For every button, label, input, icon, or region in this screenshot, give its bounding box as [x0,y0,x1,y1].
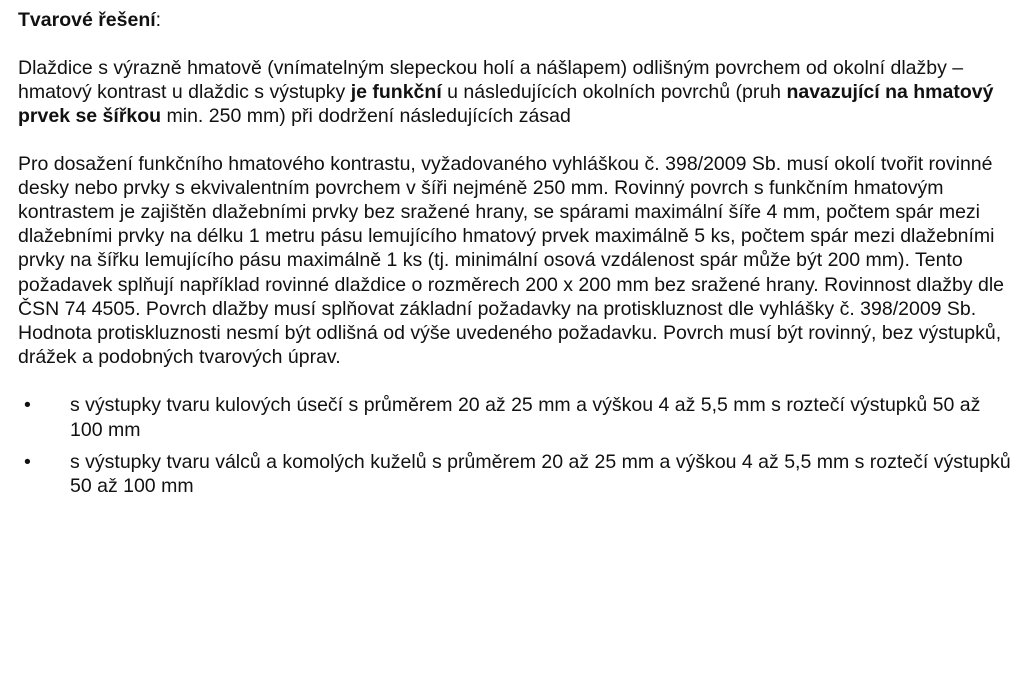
paragraph1-text-1: Dlaždice s výrazně hmatově (vnímatelným slepeckou holí a nášlapem) odlišným povrchem od okolní dlažby – hmatový kontrast u dlaždic s výstupky [18,57,964,104]
section-heading-label: Tvarové řešení [18,9,156,31]
paragraph1-bold-1: je funkční [350,81,442,104]
document-page [18,8,1014,506]
list-item-text: s výstupky tvaru kulových úsečí s průměrem 20 až 25 mm a výškou 4 až 5,5 mm s roztečí výstupků 50 až 100 mm [70,394,981,441]
paragraph1-text-3: min. 250 mm) při dodržení následujících zásad [161,105,571,128]
section-heading [18,8,1014,32]
paragraph-functional-contrast: Pro dosažení funkčního hmatového kontrastu, vyžadovaného vyhláškou č. 398/2009 Sb. musí okolí tvořit rovinné desky nebo prvky s ekvivalentním povrchem v šíři nejméně 250 mm. Rovinný povrch s funkčním hmatovým kontrastem je zajištěn dlažebními prvky bez sražené hrany, se spárami maximální šíře 4 mm, počtem spár mezi dlažebními prvky na délku 1 metru pásu lemujícího hmatový prvek maximálně 5 ks, počtem spár mezi dlažebními prvky na šířku lemujícího pásu maximálně 1 ks (tj. minimální osová vzdálenost spár může být 200 mm). Tento požadavek splňují například rovinné dlaždice o rozměrech 200 x 200 mm bez sražené hrany. Rovinnost dlažby dle ČSN 74 4505. Povrch dlažby musí splňovat základní požadavky na protiskluznost dle vyhlášky č. 398/2009 Sb. Hodnota protiskluznosti nesmí být odlišná od výše uvedeného požadavku. Povrch musí být rovinný, bez výstupků, drážek a podobných tvarových úprav. [18,152,1005,369]
paragraph-tactile-contrast [18,56,1014,129]
list-item [18,393,1014,441]
bullet-icon: • [24,394,31,417]
list-item [18,450,1014,498]
list-item-text: s výstupky tvaru válců a komolých kuželů s průměrem 20 až 25 mm a výškou 4 až 5,5 mm s roztečí výstupků 50 až 100 mm [70,450,1011,498]
section-heading-colon: : [155,9,162,31]
paragraph1-text-2: u následujících okolních povrchů (pruh [441,81,787,104]
bullet-icon: • [24,450,31,473]
bullet-list [18,393,1014,498]
paragraph1-bold-2: navazující na hmatový prvek se šířkou [18,81,994,128]
